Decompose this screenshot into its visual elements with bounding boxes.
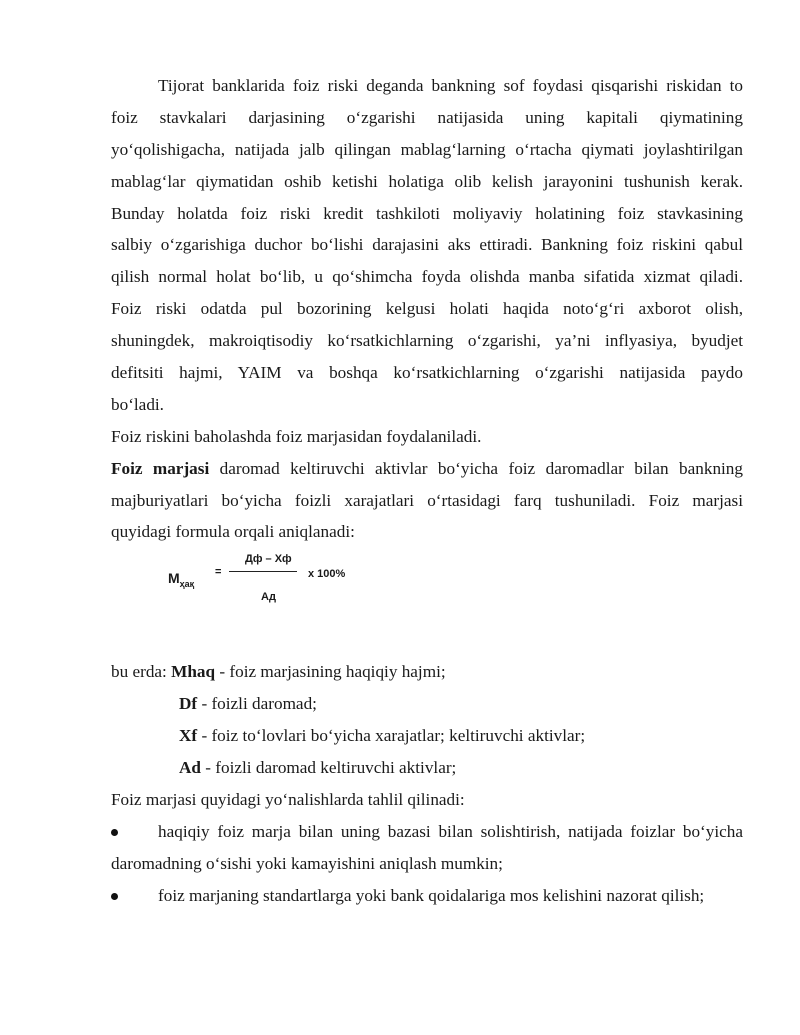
definition-text: daromad keltiruvchi aktivlar bo‘yicha foiz daromadlar bilan bankning: [209, 458, 743, 478]
legend-desc: - foiz to‘lovlari bo‘yicha xarajatlar; keltiruvchi aktivlar;: [197, 726, 586, 746]
paragraph-line: yo‘qolishigacha, natijada jalb qilingan mablag‘larning o‘rtacha qiymati joylashtirilgan: [111, 139, 743, 159]
paragraph-line: Bunday holatda foiz riski kredit tashkiloti moliyaviy holatining foiz stavkasining: [111, 203, 743, 223]
formula-equals: =: [215, 566, 222, 579]
formula-multiplier: х 100%: [308, 568, 346, 581]
legend-desc: - foizli daromad keltiruvchi aktivlar;: [200, 758, 457, 778]
paragraph-line: mablag‘lar qiymatidan oshib ketishi holatiga olib kelish jarayonini tushunish kerak.: [111, 171, 743, 191]
legend-prefix: bu erda:: [111, 662, 172, 682]
document-page: [111, 70, 743, 911]
paragraph-line: salbiy o‘zgarishiga duchor bo‘lishi darajasini aks ettiradi. Bankning foiz riskini qabul: [111, 235, 743, 255]
formula-lhs-main: М: [168, 570, 180, 587]
legend-line: [111, 688, 743, 720]
formula-denominator: Ад: [261, 591, 276, 604]
intro-line: Foiz riskini baholashda foiz marjasidan foydalaniladi.: [111, 426, 482, 446]
bullet-dot-icon: [111, 829, 118, 836]
analysis-intro: Foiz marjasi quyidagi yo‘nalishlarda tahlil qilinadi:: [111, 789, 465, 809]
legend-desc: - foizli daromad;: [197, 694, 317, 714]
legend-line: [111, 656, 743, 688]
legend-term: Xf: [179, 726, 198, 746]
legend-term: Mhaq: [171, 662, 216, 682]
legend-line: [111, 720, 743, 752]
paragraph-line: shuningdek, makroiqtisodiy ko‘rsatkichlarning o‘zgarishi, ya’ni inflyasiya, byudjet: [111, 331, 743, 351]
paragraph-line: defitsiti hajmi, YAIM va boshqa ko‘rsatkichlarning o‘zgarishi natijasida paydo: [111, 363, 743, 383]
formula-lhs: [168, 570, 194, 589]
bullet-item: [111, 880, 743, 912]
bullet-text: haqiqiy foiz marja bilan uning bazasi bilan solishtirish, natijada foizlar bo‘yicha: [158, 821, 743, 841]
formula-lhs-sub: ҳақ: [179, 579, 195, 590]
margin-formula: [111, 548, 743, 656]
paragraph-line: qilish normal holat bo‘lib, u qo‘shimcha foyda olishda manba sifatida xizmat qiladi.: [111, 267, 743, 287]
definition-line: [111, 453, 743, 485]
bullet-continuation: daromadning o‘sishi yoki kamayishini aniqlash mumkin;: [111, 853, 503, 873]
bullet-dot-icon: [111, 893, 118, 900]
legend-line: [111, 752, 743, 784]
definition-line: quyidagi formula orqali aniqlanadi:: [111, 522, 355, 542]
formula-numerator: Дф – Хф: [245, 553, 292, 566]
definition-term: Foiz marjasi: [111, 458, 210, 478]
legend-term: Df: [179, 694, 198, 714]
bullet-item: [111, 816, 743, 848]
bullet-text: foiz marjaning standartlarga yoki bank qoidalariga mos kelishini nazorat qilish;: [158, 885, 705, 905]
paragraph-line: Foiz riski odatda pul bozorining kelgusi holati haqida noto‘g‘ri axborot olish,: [111, 299, 743, 319]
fraction-bar: [229, 571, 297, 572]
paragraph-line: foiz stavkalari darjasining o‘zgarishi natijasida uning kapitali qiymatining: [111, 107, 743, 127]
paragraph-line: Tijorat banklarida foiz riski deganda bankning sof foydasi qisqarishi riskidan to: [158, 76, 743, 95]
paragraph-line: bo‘ladi.: [111, 394, 164, 414]
definition-line: majburiyatlari bo‘yicha foizli xarajatlari o‘rtasidagi farq tushuniladi. Foiz marjasi: [111, 490, 743, 510]
legend-desc: - foiz marjasining haqiqiy hajmi;: [215, 662, 446, 682]
legend-term: Ad: [179, 758, 201, 778]
